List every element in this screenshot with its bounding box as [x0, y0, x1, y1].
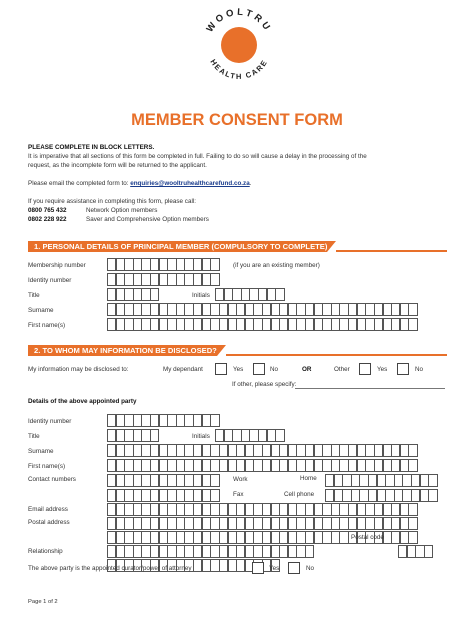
cell-phone-label: Cell phone	[284, 491, 315, 498]
postal-address-line-1[interactable]	[107, 517, 417, 530]
character-box[interactable]	[210, 489, 219, 502]
phone-1: 0800 765 432	[28, 207, 67, 214]
dependant-yes-checkbox[interactable]	[215, 363, 227, 375]
work-label: Work	[233, 476, 248, 483]
section-2-header	[28, 345, 447, 356]
other-yes-label: Yes	[377, 366, 388, 373]
page-number: Page 1 of 2	[28, 599, 58, 605]
curator-yes-checkbox[interactable]	[252, 562, 264, 574]
party-surname-field[interactable]	[107, 444, 417, 457]
character-box[interactable]	[408, 444, 417, 457]
character-box[interactable]	[275, 429, 284, 442]
character-box[interactable]	[408, 503, 417, 516]
work-number-field[interactable]	[107, 474, 219, 487]
character-box[interactable]	[275, 288, 284, 301]
party-first-names-label: First name(s)	[28, 463, 66, 470]
character-box[interactable]	[210, 273, 219, 286]
fax-label: Fax	[233, 491, 244, 498]
section-1-title: 1. PERSONAL DETAILS OF PRINCIPAL MEMBER (COMPULSORY TO COMPLETE)	[28, 241, 327, 252]
character-box[interactable]	[150, 429, 159, 442]
or-label: OR	[302, 366, 312, 373]
logo-ring-bottom: HEALTH CARE	[208, 57, 270, 82]
character-box[interactable]	[408, 318, 417, 331]
phone-2: 0802 228 922	[28, 216, 67, 223]
party-identity-label: Identity number	[28, 418, 72, 425]
form-title: MEMBER CONSENT FORM	[131, 111, 343, 129]
party-title-label: Title	[28, 433, 40, 440]
phone-2-desc: Saver and Comprehensive Option members	[86, 216, 209, 223]
character-box[interactable]	[408, 303, 417, 316]
logo-ring-top: WOOLTRU	[204, 6, 274, 35]
character-box[interactable]	[210, 474, 219, 487]
section-1-header	[28, 241, 447, 252]
character-box[interactable]	[408, 531, 417, 544]
cell-number-field[interactable]	[325, 489, 437, 502]
email-instruction	[28, 180, 251, 188]
character-box[interactable]	[150, 288, 159, 301]
postal-code-field[interactable]	[398, 545, 432, 558]
postal-address-line-3[interactable]	[107, 545, 314, 558]
party-title-field[interactable]	[107, 429, 159, 442]
curator-no-checkbox[interactable]	[288, 562, 300, 574]
dependant-no-label: No	[270, 366, 279, 373]
if-other-label: If other, please specify:	[232, 381, 297, 388]
email-address-label: Email address	[28, 506, 68, 513]
identity-number-label: Identity number	[28, 277, 72, 284]
home-number-field[interactable]	[325, 474, 437, 487]
other-yes-checkbox[interactable]	[359, 363, 371, 375]
character-box[interactable]	[428, 474, 437, 487]
curator-no-label: No	[306, 565, 315, 572]
dependant-yes-label: Yes	[233, 366, 244, 373]
curator-yes-label: Yes	[269, 565, 280, 572]
instruction-line-2: request, as the incomplete form will be returned to the applicant.	[28, 162, 207, 169]
character-box[interactable]	[408, 459, 417, 472]
party-first-names-field[interactable]	[107, 459, 417, 472]
assist-text: If you require assistance in completing this form, please call:	[28, 198, 196, 205]
wooltru-logo-mark	[197, 3, 281, 87]
character-box[interactable]	[424, 545, 433, 558]
curator-label: The above party is the appointed curator/power of attorney	[28, 565, 192, 572]
home-label: Home	[300, 475, 317, 482]
party-surname-label: Surname	[28, 448, 54, 455]
appointed-party-heading: Details of the above appointed party	[28, 398, 137, 405]
other-label: Other	[334, 366, 350, 373]
title-field[interactable]	[107, 288, 159, 301]
email-address-field[interactable]	[107, 503, 417, 516]
character-box[interactable]	[210, 414, 219, 427]
first-names-field[interactable]	[107, 318, 417, 331]
membership-number-label: Membership number	[28, 262, 86, 269]
character-box[interactable]	[428, 489, 437, 502]
initials-label: Initials	[192, 292, 210, 299]
character-box[interactable]	[408, 517, 417, 530]
orange-circle-icon	[221, 27, 257, 63]
other-no-label: No	[415, 366, 424, 373]
dependant-no-checkbox[interactable]	[253, 363, 265, 375]
party-identity-field[interactable]	[107, 414, 219, 427]
postal-code-label: Postal code	[351, 534, 384, 541]
phone-1-desc: Network Option members	[86, 207, 158, 214]
surname-label: Surname	[28, 307, 54, 314]
party-initials-label: Initials	[192, 433, 210, 440]
existing-member-note: (if you are an existing member)	[233, 262, 320, 269]
character-box[interactable]	[210, 258, 219, 271]
fax-number-field[interactable]	[107, 489, 219, 502]
section-2-title: 2. TO WHOM MAY INFORMATION BE DISCLOSED?	[28, 345, 217, 356]
first-names-label: First name(s)	[28, 322, 66, 329]
postal-address-label: Postal address	[28, 519, 70, 526]
if-other-input[interactable]	[295, 388, 445, 389]
email-suffix: .	[249, 180, 252, 187]
instruction-line-1: It is imperative that all sections of this form be completed in full. Failing to do so will cause a delay in the processing of the	[28, 153, 367, 160]
character-box[interactable]	[305, 545, 314, 558]
logo	[197, 3, 281, 87]
my-dependant-label: My dependant	[163, 366, 203, 373]
party-initials-field[interactable]	[215, 429, 284, 442]
email-link[interactable]: enquiries@wooltruhealthcarefund.co.za	[130, 180, 250, 187]
surname-field[interactable]	[107, 303, 417, 316]
instruction-heading: PLEASE COMPLETE IN BLOCK LETTERS.	[28, 144, 155, 151]
identity-number-field[interactable]	[107, 273, 219, 286]
title-label: Title	[28, 292, 40, 299]
relationship-label: Relationship	[28, 548, 63, 555]
membership-number-field[interactable]	[107, 258, 219, 271]
other-no-checkbox[interactable]	[397, 363, 409, 375]
initials-field[interactable]	[215, 288, 284, 301]
disclosed-to-label: My information may be disclosed to:	[28, 366, 129, 373]
email-prefix: Please email the completed form to:	[28, 180, 129, 187]
contact-numbers-label: Contact numbers	[28, 476, 76, 483]
